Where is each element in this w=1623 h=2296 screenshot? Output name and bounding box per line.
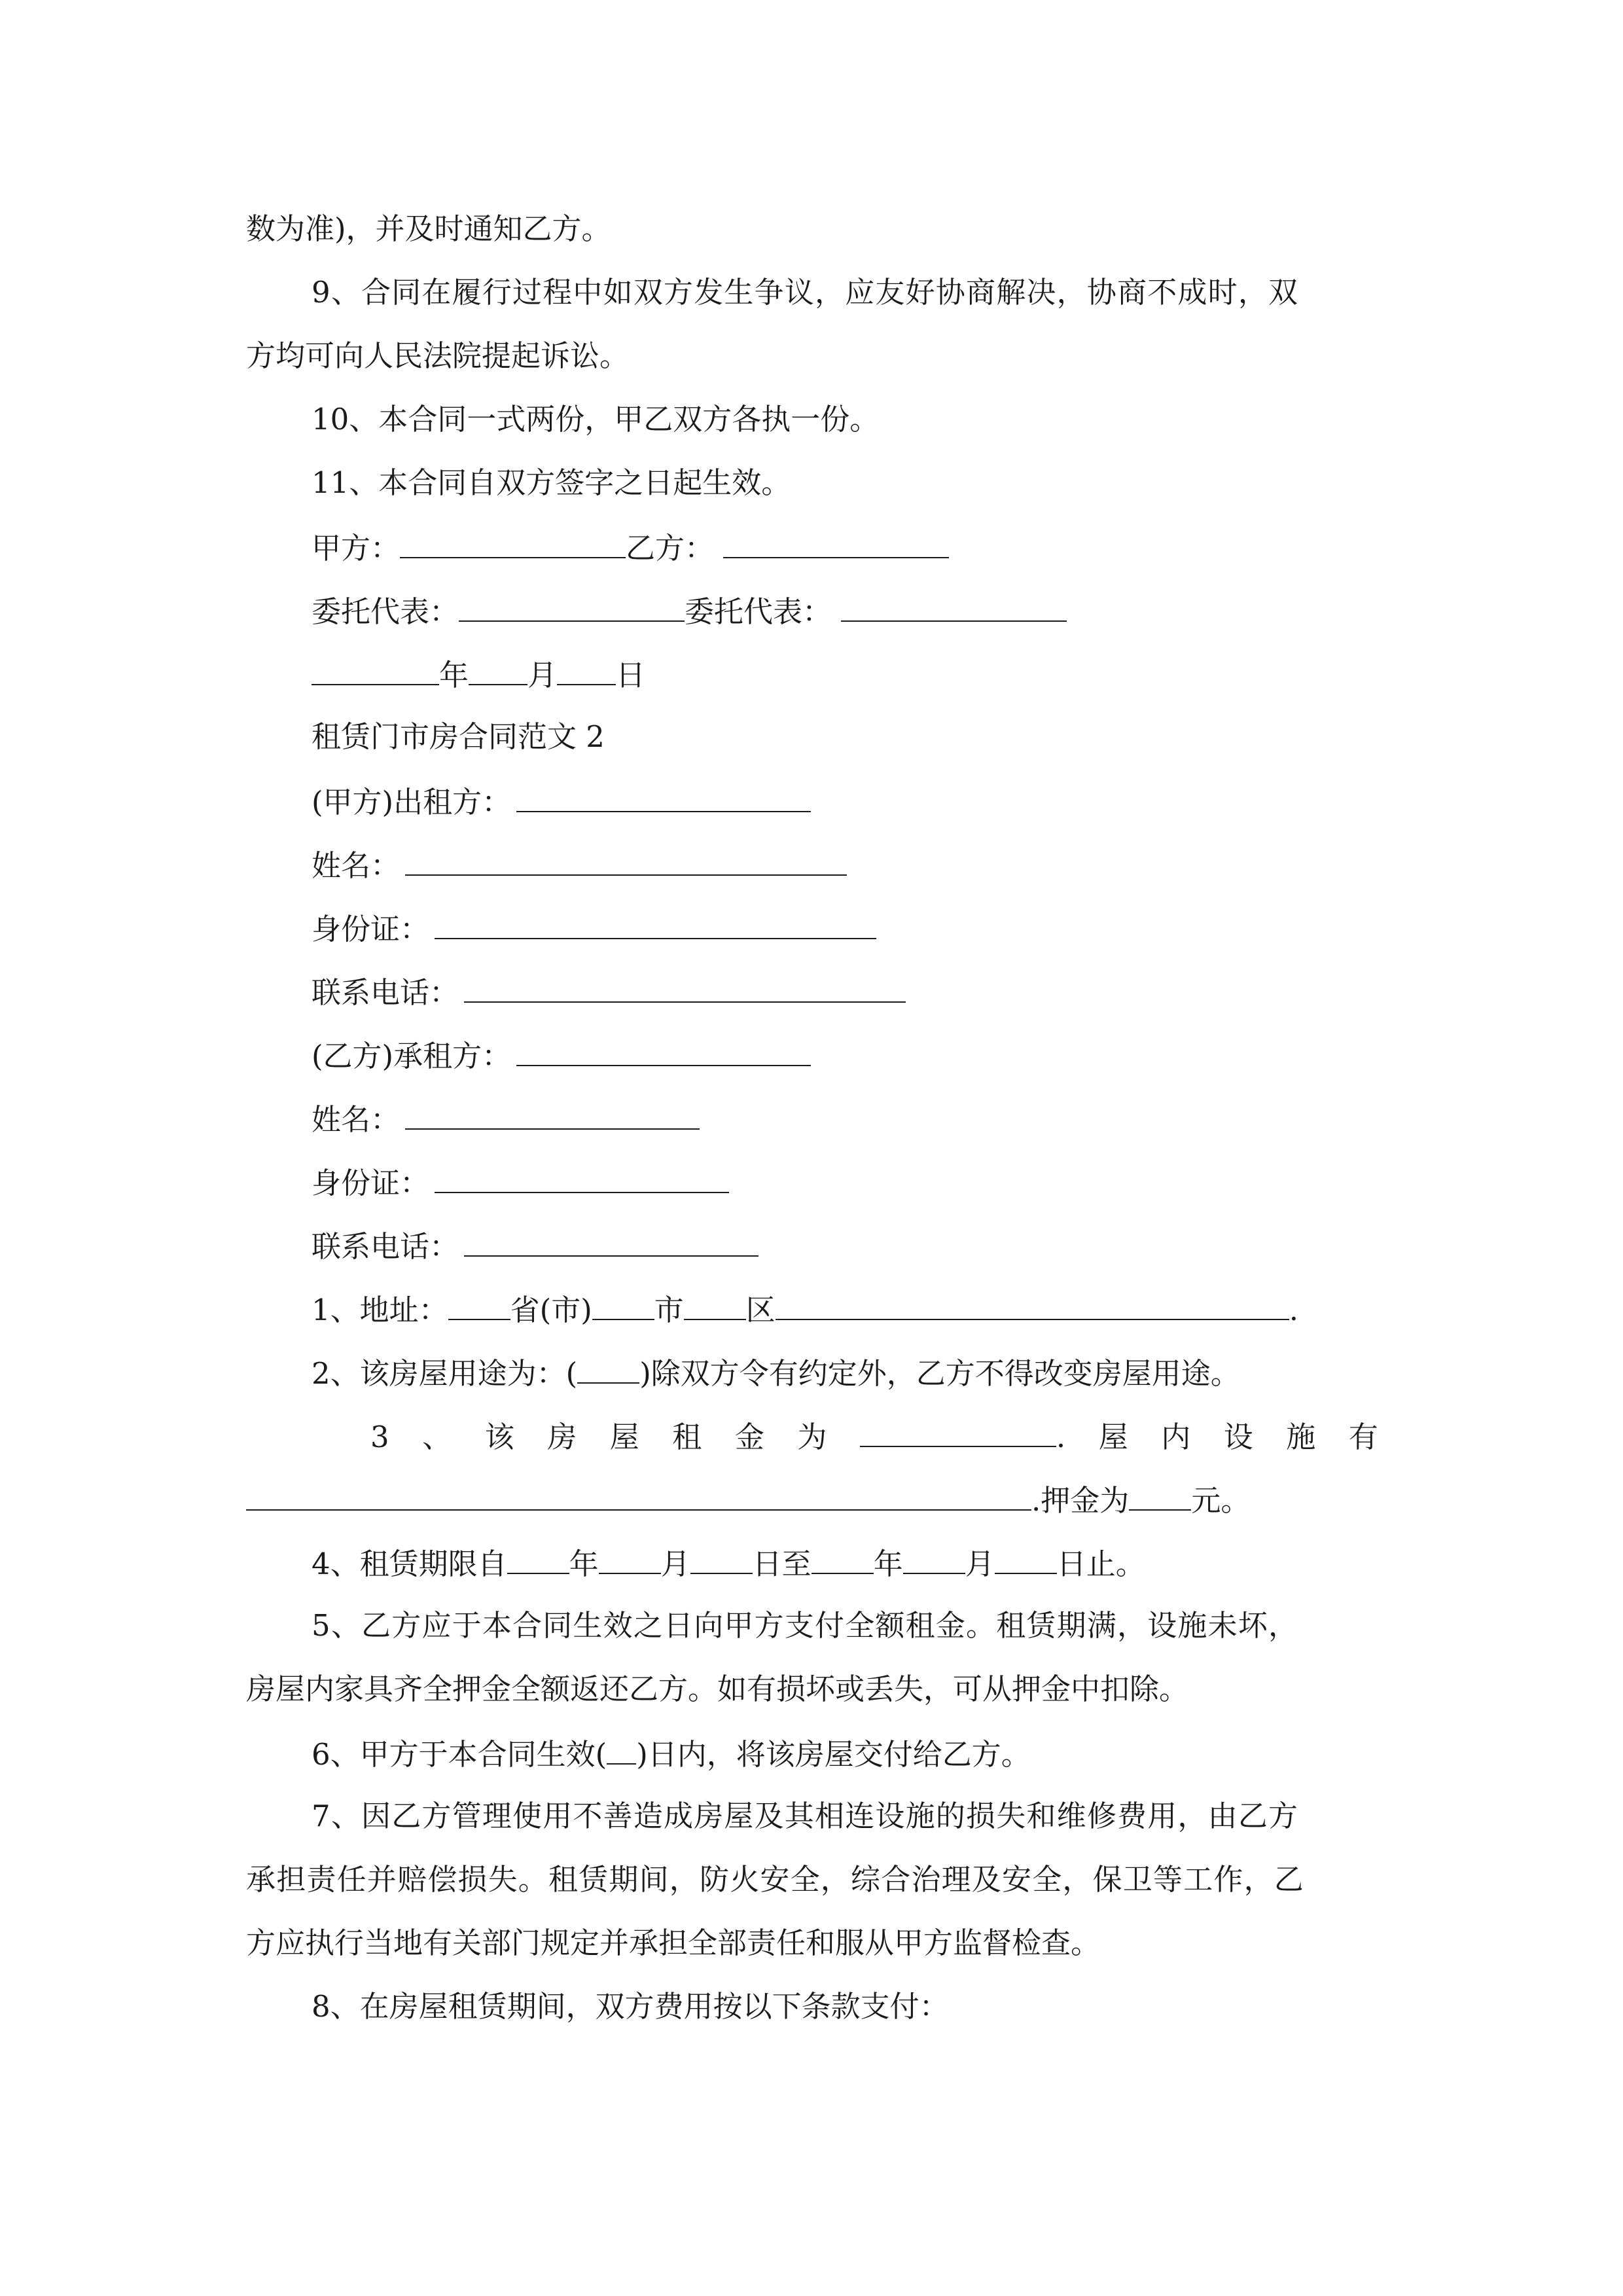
usage-label: 2、该房屋用途为：(	[312, 1356, 578, 1391]
province-label: 省(市)	[510, 1293, 592, 1327]
rent-char: 、	[422, 1420, 452, 1454]
lessor-name-label: 姓名：	[312, 848, 401, 883]
month-label: 月	[527, 658, 558, 692]
rent-dot: .	[1056, 1420, 1066, 1454]
start-month-label: 月	[660, 1547, 690, 1581]
year-blank[interactable]	[312, 654, 439, 685]
district-blank[interactable]	[684, 1289, 746, 1320]
address-end: .	[1289, 1293, 1299, 1327]
month-blank[interactable]	[469, 654, 527, 685]
facility-char: 屋	[1098, 1420, 1128, 1454]
facility-char: 有	[1348, 1420, 1378, 1454]
clause-4-term	[312, 1543, 1145, 1582]
end-year-label: 年	[873, 1547, 903, 1581]
delivery-days-blank[interactable]	[607, 1733, 636, 1765]
deposit-label: .押金为	[1031, 1483, 1130, 1518]
usage-text: )除双方令有约定外，乙方不得改变房屋用途。	[639, 1356, 1240, 1391]
signature-agent-line	[312, 590, 1067, 630]
agent-a-label: 委托代表：	[312, 594, 459, 629]
facility-char: 施	[1286, 1420, 1316, 1454]
end-month-blank[interactable]	[903, 1543, 965, 1574]
lessee-id-line	[312, 1162, 729, 1201]
lessor-id-label: 身份证：	[312, 912, 430, 946]
deposit-line	[246, 1479, 1250, 1518]
day-label: 日	[616, 658, 646, 692]
district-label: 区	[745, 1293, 776, 1327]
rent-char: 该	[484, 1420, 514, 1454]
start-year-label: 年	[569, 1547, 599, 1581]
lessee-id-blank[interactable]	[435, 1162, 729, 1193]
signature-party-line	[312, 527, 949, 566]
clause-2-usage	[312, 1352, 1240, 1391]
agent-b-blank[interactable]	[841, 590, 1067, 622]
start-month-blank[interactable]	[599, 1543, 661, 1574]
end-day-blank[interactable]	[995, 1543, 1057, 1574]
agent-b-label: 委托代表：	[685, 594, 832, 629]
clause-7: 7、因乙方管理使用不善造成房屋及其相连设施的损失和维修费用，由乙方	[312, 1799, 1299, 1833]
deposit-unit: 元。	[1191, 1483, 1251, 1518]
lessor-line	[312, 781, 811, 820]
province-blank[interactable]	[448, 1289, 510, 1320]
rent-char: 3	[370, 1420, 389, 1454]
lessor-name-line	[312, 844, 847, 884]
start-day-blank[interactable]	[690, 1543, 753, 1574]
clause-11: 11、本合同自双方签字之日起生效。	[312, 465, 791, 500]
party-b-blank[interactable]	[723, 527, 949, 558]
delivery-text: )日内，将该房屋交付给乙方。	[636, 1737, 1031, 1772]
paragraph-line: 房屋内家具齐全押金全额返还乙方。如有损坏或丢失，可从押金中扣除。	[246, 1672, 1189, 1706]
clause-6	[312, 1733, 1031, 1772]
end-day-label: 日止。	[1056, 1547, 1145, 1581]
paragraph-line: 方应执行当地有关部门规定并承担全部责任和服从甲方监督检查。	[246, 1926, 1101, 1960]
clause-3-rent	[370, 1416, 1378, 1455]
facility-char: 内	[1161, 1420, 1191, 1454]
party-a-blank[interactable]	[400, 527, 626, 558]
signature-date-line	[312, 654, 645, 693]
term-label: 4、租赁期限自	[312, 1547, 507, 1581]
lessee-phone-blank[interactable]	[464, 1225, 758, 1257]
clause-9: 9、合同在履行过程中如双方发生争议，应友好协商解决，协商不成时，双	[312, 275, 1299, 310]
clause-5: 5、乙方应于本合同生效之日向甲方支付全额租金。租赁期满，设施未坏，	[312, 1608, 1299, 1643]
lessee-blank[interactable]	[516, 1035, 811, 1066]
lessee-id-label: 身份证：	[312, 1166, 430, 1200]
rent-char: 金	[734, 1420, 764, 1454]
rent-char: 租	[672, 1420, 702, 1454]
city-blank[interactable]	[592, 1289, 654, 1320]
start-year-blank[interactable]	[507, 1543, 569, 1574]
facility-char: 设	[1223, 1420, 1253, 1454]
lessor-phone-blank[interactable]	[464, 971, 906, 1003]
paragraph-line: 承担责任并赔偿损失。租赁期间，防火安全，综合治理及安全，保卫等工作，乙	[246, 1862, 1305, 1897]
usage-blank[interactable]	[577, 1352, 639, 1384]
lessee-phone-line	[312, 1225, 758, 1265]
paragraph-line: 方均可向人民法院提起诉讼。	[246, 338, 630, 373]
clause-1-address	[312, 1289, 1298, 1328]
delivery-label: 6、甲方于本合同生效(	[312, 1737, 607, 1772]
year-label: 年	[439, 658, 469, 692]
rent-char: 房	[547, 1420, 577, 1454]
lessee-line	[312, 1035, 811, 1074]
start-day-label: 日至	[752, 1547, 812, 1581]
lessee-name-blank[interactable]	[405, 1098, 700, 1130]
party-b-label: 乙方：	[626, 531, 715, 565]
lessor-id-blank[interactable]	[435, 908, 876, 939]
lessee-phone-label: 联系电话：	[312, 1229, 459, 1264]
lessor-phone-line	[312, 971, 906, 1011]
city-label: 市	[654, 1293, 684, 1327]
lessee-label: (乙方)承租方：	[312, 1039, 512, 1073]
address-detail-blank[interactable]	[776, 1289, 1289, 1320]
clause-10: 10、本合同一式两份，甲乙双方各执一份。	[312, 402, 880, 437]
lessee-name-label: 姓名：	[312, 1102, 401, 1137]
section-title: 租赁门市房合同范文 2	[312, 719, 605, 754]
party-a-label: 甲方：	[312, 531, 401, 565]
day-blank[interactable]	[557, 654, 616, 685]
lessor-id-line	[312, 908, 876, 947]
end-year-blank[interactable]	[812, 1543, 874, 1574]
lessee-name-line	[312, 1098, 700, 1138]
rent-char: 为	[797, 1420, 827, 1454]
lessor-blank[interactable]	[516, 781, 811, 812]
address-label: 1、地址：	[312, 1293, 448, 1327]
facility-blank[interactable]	[246, 1479, 1031, 1511]
end-month-label: 月	[965, 1547, 995, 1581]
lessor-name-blank[interactable]	[405, 844, 847, 876]
agent-a-blank[interactable]	[459, 590, 685, 622]
clause-8: 8、在房屋租赁期间，双方费用按以下条款支付：	[312, 1989, 949, 2024]
lessor-label: (甲方)出租方：	[312, 785, 512, 819]
rent-char: 屋	[609, 1420, 639, 1454]
deposit-blank[interactable]	[1129, 1479, 1191, 1511]
rent-blank[interactable]	[860, 1416, 1056, 1447]
paragraph-line: 数为准)，并及时通知乙方。	[246, 211, 611, 246]
lessor-phone-label: 联系电话：	[312, 975, 459, 1010]
